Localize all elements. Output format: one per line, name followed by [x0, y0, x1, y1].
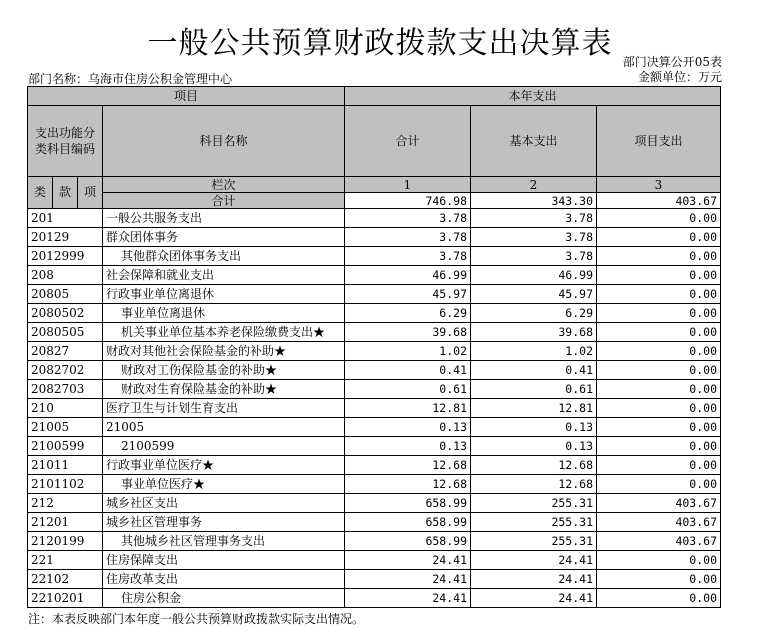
row-basic: 255.31	[471, 532, 597, 551]
row-subject-name: 其他城乡社区管理事务支出	[103, 532, 345, 551]
total-basic: 343.30	[471, 193, 597, 209]
row-code: 20129	[28, 228, 103, 247]
table-row	[28, 342, 721, 361]
header-basic: 基本支出	[471, 106, 597, 177]
row-code: 210	[28, 399, 103, 418]
row-project: 0.00	[597, 551, 721, 570]
header-item: 项目	[28, 87, 345, 106]
row-project: 0.00	[597, 228, 721, 247]
row-subject-name: 行政事业单位医疗★	[103, 456, 345, 475]
row-basic: 24.41	[471, 589, 597, 608]
row-project: 0.00	[597, 342, 721, 361]
row-code: 22102	[28, 570, 103, 589]
table-row	[28, 209, 721, 228]
row-basic: 0.13	[471, 418, 597, 437]
row-subject-name: 群众团体事务	[103, 228, 345, 247]
row-basic: 0.61	[471, 380, 597, 399]
row-subject-name: 社会保障和就业支出	[103, 266, 345, 285]
table-row	[28, 399, 721, 418]
row-subject-name: 财政对其他社会保险基金的补助★	[103, 342, 345, 361]
header-xiang: 项	[78, 177, 103, 209]
row-subject-name: 事业单位医疗★	[103, 475, 345, 494]
row-project: 0.00	[597, 589, 721, 608]
row-code: 2100599	[28, 437, 103, 456]
row-code: 208	[28, 266, 103, 285]
row-project: 0.00	[597, 209, 721, 228]
row-basic: 46.99	[471, 266, 597, 285]
row-total: 0.61	[345, 380, 471, 399]
row-code: 2101102	[28, 475, 103, 494]
header-column: 栏次	[103, 177, 345, 193]
row-subject-name: 21005	[103, 418, 345, 437]
row-total: 3.78	[345, 228, 471, 247]
table-row	[28, 494, 721, 513]
row-basic: 24.41	[471, 570, 597, 589]
table-row	[28, 551, 721, 570]
row-code: 2080505	[28, 323, 103, 342]
row-code: 2012999	[28, 247, 103, 266]
row-total: 0.13	[345, 437, 471, 456]
total-label: 合计	[103, 193, 345, 209]
row-basic: 45.97	[471, 285, 597, 304]
row-subject-name: 行政事业单位离退休	[103, 285, 345, 304]
row-project: 0.00	[597, 475, 721, 494]
row-project: 0.00	[597, 304, 721, 323]
header-meta	[623, 55, 722, 85]
row-project: 0.00	[597, 437, 721, 456]
row-total: 6.29	[345, 304, 471, 323]
row-total: 45.97	[345, 285, 471, 304]
row-code: 201	[28, 209, 103, 228]
row-subject-name: 一般公共服务支出	[103, 209, 345, 228]
row-project: 0.00	[597, 247, 721, 266]
table-row	[28, 418, 721, 437]
row-subject-name: 住房保障支出	[103, 551, 345, 570]
row-code: 21011	[28, 456, 103, 475]
row-code: 2082703	[28, 380, 103, 399]
row-project: 403.67	[597, 494, 721, 513]
page-title: 一般公共预算财政拨款支出决算表	[147, 26, 613, 61]
row-code: 2210201	[28, 589, 103, 608]
table-row	[28, 532, 721, 551]
row-basic: 255.31	[471, 494, 597, 513]
table-row	[28, 589, 721, 608]
col-index-2: 2	[471, 177, 597, 193]
row-basic: 3.78	[471, 228, 597, 247]
col-index-1: 1	[345, 177, 471, 193]
row-code: 21201	[28, 513, 103, 532]
row-total: 658.99	[345, 532, 471, 551]
table-row	[28, 570, 721, 589]
row-code: 212	[28, 494, 103, 513]
row-project: 0.00	[597, 380, 721, 399]
row-basic: 0.13	[471, 437, 597, 456]
row-total: 658.99	[345, 494, 471, 513]
row-project: 0.00	[597, 285, 721, 304]
row-total: 1.02	[345, 342, 471, 361]
row-project: 0.00	[597, 266, 721, 285]
row-total: 46.99	[345, 266, 471, 285]
row-code: 2120199	[28, 532, 103, 551]
table-row	[28, 285, 721, 304]
amount-unit: 金额单位：万元	[637, 70, 722, 84]
row-subject-name: 医疗卫生与计划生育支出	[103, 399, 345, 418]
row-total: 12.81	[345, 399, 471, 418]
table-row	[28, 437, 721, 456]
row-project: 0.00	[597, 399, 721, 418]
total-project: 403.67	[597, 193, 721, 209]
row-code: 2082702	[28, 361, 103, 380]
header-subject-name: 科目名称	[103, 106, 345, 177]
row-project: 403.67	[597, 513, 721, 532]
row-total: 12.68	[345, 475, 471, 494]
header-kuan: 款	[53, 177, 78, 209]
row-total: 24.41	[345, 589, 471, 608]
row-total: 0.13	[345, 418, 471, 437]
table-row	[28, 380, 721, 399]
footnote: 注：本表反映部门本年度一般公共预算财政拨款实际支出情况。	[28, 612, 365, 626]
row-code: 20827	[28, 342, 103, 361]
row-project: 0.00	[597, 323, 721, 342]
row-project: 403.67	[597, 532, 721, 551]
row-basic: 3.78	[471, 209, 597, 228]
row-total: 24.41	[345, 551, 471, 570]
table-row	[28, 304, 721, 323]
row-total: 3.78	[345, 209, 471, 228]
department-name: 部门名称：乌海市住房公积金管理中心	[28, 72, 233, 86]
row-basic: 12.68	[471, 456, 597, 475]
row-subject-name: 住房改革支出	[103, 570, 345, 589]
row-total: 39.68	[345, 323, 471, 342]
row-project: 0.00	[597, 418, 721, 437]
header-lei: 类	[28, 177, 53, 209]
row-basic: 255.31	[471, 513, 597, 532]
row-code: 221	[28, 551, 103, 570]
row-subject-name: 2100599	[103, 437, 345, 456]
row-code: 2080502	[28, 304, 103, 323]
table-row	[28, 323, 721, 342]
row-code: 20805	[28, 285, 103, 304]
row-basic: 0.41	[471, 361, 597, 380]
row-subject-name: 其他群众团体事务支出	[103, 247, 345, 266]
header-func-code: 支出功能分类科目编码	[28, 106, 103, 177]
table-row	[28, 456, 721, 475]
total-row	[28, 193, 721, 209]
table-row	[28, 475, 721, 494]
row-basic: 6.29	[471, 304, 597, 323]
row-subject-name: 事业单位离退休	[103, 304, 345, 323]
form-number: 部门决算公开05表	[622, 55, 722, 69]
table-row	[28, 266, 721, 285]
row-basic: 39.68	[471, 323, 597, 342]
row-basic: 12.81	[471, 399, 597, 418]
row-code: 21005	[28, 418, 103, 437]
total-total: 746.98	[345, 193, 471, 209]
table-row	[28, 361, 721, 380]
row-basic: 24.41	[471, 551, 597, 570]
row-total: 0.41	[345, 361, 471, 380]
expenditure-table	[27, 86, 721, 608]
row-project: 0.00	[597, 456, 721, 475]
row-subject-name: 财政对工伤保险基金的补助★	[103, 361, 345, 380]
row-total: 12.68	[345, 456, 471, 475]
row-total: 658.99	[345, 513, 471, 532]
row-subject-name: 住房公积金	[103, 589, 345, 608]
row-project: 0.00	[597, 570, 721, 589]
row-total: 24.41	[345, 570, 471, 589]
header-total: 合计	[345, 106, 471, 177]
table-row	[28, 247, 721, 266]
row-subject-name: 城乡社区管理事务	[103, 513, 345, 532]
table-row	[28, 228, 721, 247]
row-basic: 1.02	[471, 342, 597, 361]
row-subject-name: 财政对生育保险基金的补助★	[103, 380, 345, 399]
row-basic: 3.78	[471, 247, 597, 266]
row-subject-name: 机关事业单位基本养老保险缴费支出★	[103, 323, 345, 342]
col-index-3: 3	[597, 177, 721, 193]
row-subject-name: 城乡社区支出	[103, 494, 345, 513]
table-row	[28, 513, 721, 532]
row-basic: 12.68	[471, 475, 597, 494]
row-project: 0.00	[597, 361, 721, 380]
header-current-year: 本年支出	[345, 87, 721, 106]
row-total: 3.78	[345, 247, 471, 266]
header-project: 项目支出	[597, 106, 721, 177]
